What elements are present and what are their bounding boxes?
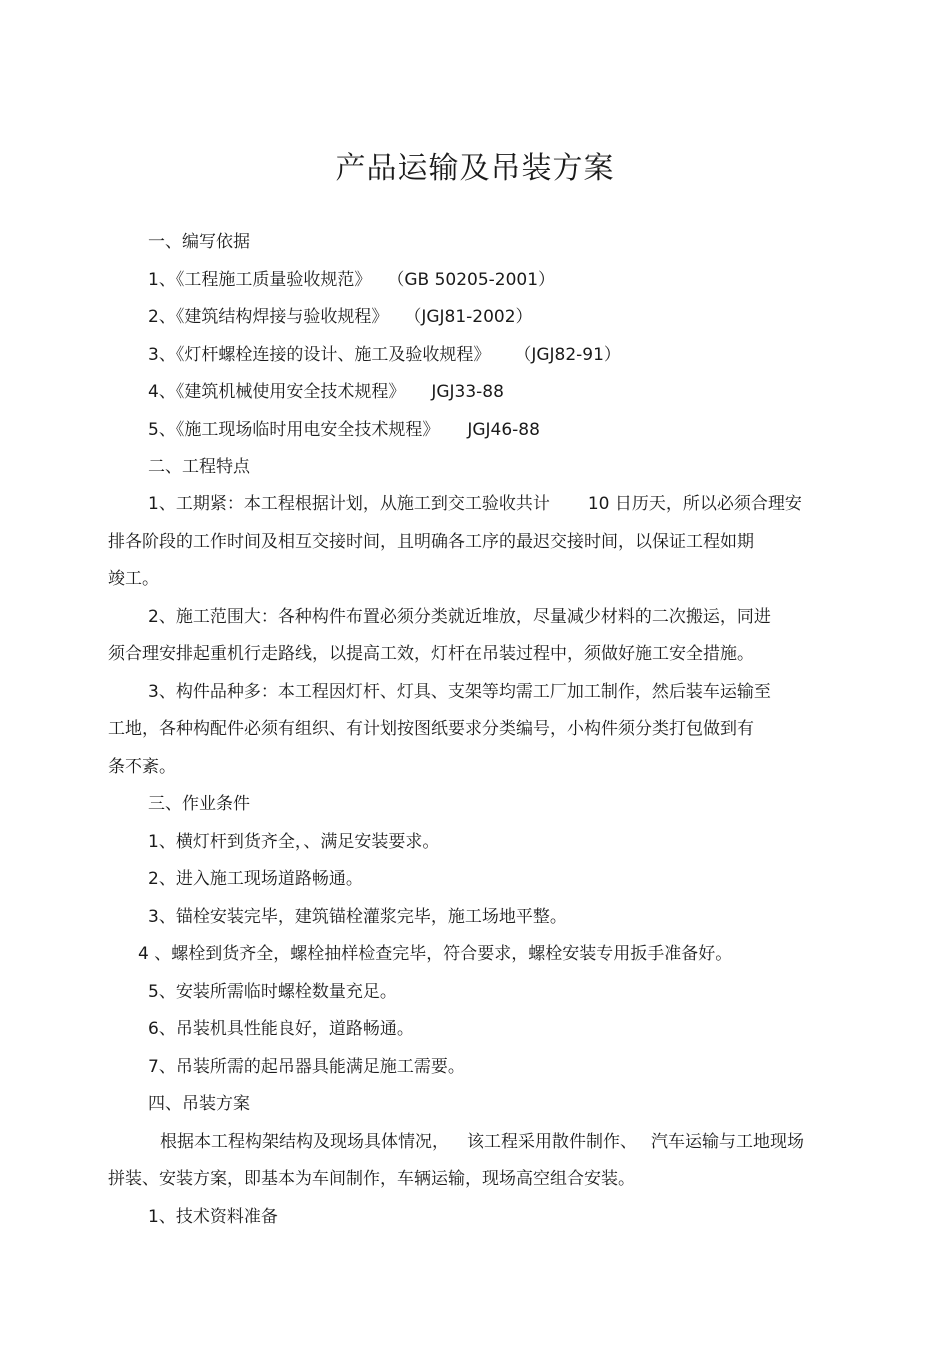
- condition-item: 5、安装所需临时螺栓数量充足。: [148, 982, 397, 1002]
- section-heading-4: 四、吊装方案: [148, 1094, 250, 1114]
- section-heading-2: 二、工程特点: [148, 457, 250, 477]
- condition-item: 7、吊装所需的起吊器具能满足施工需要。: [148, 1057, 465, 1077]
- section-heading-1: 一、编写依据: [148, 232, 250, 252]
- paragraph-line: 拼装、安装方案，即基本为车间制作，车辆运输，现场高空组合安装。: [108, 1169, 635, 1189]
- reference-title: 2、《建筑结构焊接与验收规程》: [148, 307, 389, 327]
- reference-title: 5、《施工现场临时用电安全技术规程》: [148, 420, 440, 440]
- reference-item-1: [148, 267, 555, 293]
- reference-item-5: [148, 417, 540, 443]
- reference-item-3: [148, 342, 621, 368]
- document-title: 产品运输及吊装方案: [335, 151, 615, 186]
- reference-code: （JGJ82-91）: [514, 345, 621, 365]
- paragraph-line: 须合理安排起重机行走路线，以提高工效，灯杆在吊装过程中，须做好施工安全措施。: [108, 644, 754, 664]
- paragraph-line: 竣工。: [108, 569, 159, 589]
- condition-item: 1、横灯杆到货齐全，、满足安装要求。: [148, 832, 440, 852]
- paragraph-line: 2、施工范围大：各种构件布置必须分类就近堆放，尽量减少材料的二次搬运，同进: [148, 607, 771, 627]
- condition-item: 6、吊装机具性能良好，道路畅通。: [148, 1019, 414, 1039]
- paragraph-line: 工地，各种构配件必须有组织、有计划按图纸要求分类编号，小构件须分类打包做到有: [108, 719, 754, 739]
- paragraph-line: 3、构件品种多：本工程因灯杆、灯具、支架等均需工厂加工制作，然后装车运输至: [148, 682, 771, 702]
- condition-item: 2、进入施工现场道路畅通。: [148, 869, 363, 889]
- reference-item-2: [148, 304, 533, 330]
- reference-code: JGJ46-88: [467, 420, 540, 440]
- reference-code: （JGJ81-2002）: [404, 307, 533, 327]
- reference-item-4: [148, 379, 504, 405]
- condition-item: 4 、螺栓到货齐全，螺栓抽样检查完毕，符合要求，螺栓安装专用扳手准备好。: [138, 944, 733, 964]
- paragraph-line: 根据本工程构架结构及现场具体情况， 该工程采用散件制作、 汽车运输与工地现场: [160, 1132, 804, 1152]
- section-heading-3: 三、作业条件: [148, 794, 250, 814]
- condition-item: 3、锚栓安装完毕，建筑锚栓灌浆完毕，施工场地平整。: [148, 907, 567, 927]
- paragraph-line: 条不紊。: [108, 757, 176, 777]
- reference-title: 1、《工程施工质量验收规范》: [148, 270, 372, 290]
- reference-code: （GB 50205-2001）: [387, 270, 556, 290]
- reference-code: JGJ33-88: [431, 382, 504, 402]
- subsection-heading: 1、技术资料准备: [148, 1207, 278, 1227]
- reference-title: 3、《灯杆螺栓连接的设计、施工及验收规程》: [148, 345, 491, 365]
- reference-title: 4、《建筑机械使用安全技术规程》: [148, 382, 406, 402]
- paragraph-line: 1、工期紧：本工程根据计划，从施工到交工验收共计 10 日历天，所以必须合理安: [148, 494, 802, 514]
- paragraph-line: 排各阶段的工作时间及相互交接时间，且明确各工序的最迟交接时间，以保证工程如期: [108, 532, 754, 552]
